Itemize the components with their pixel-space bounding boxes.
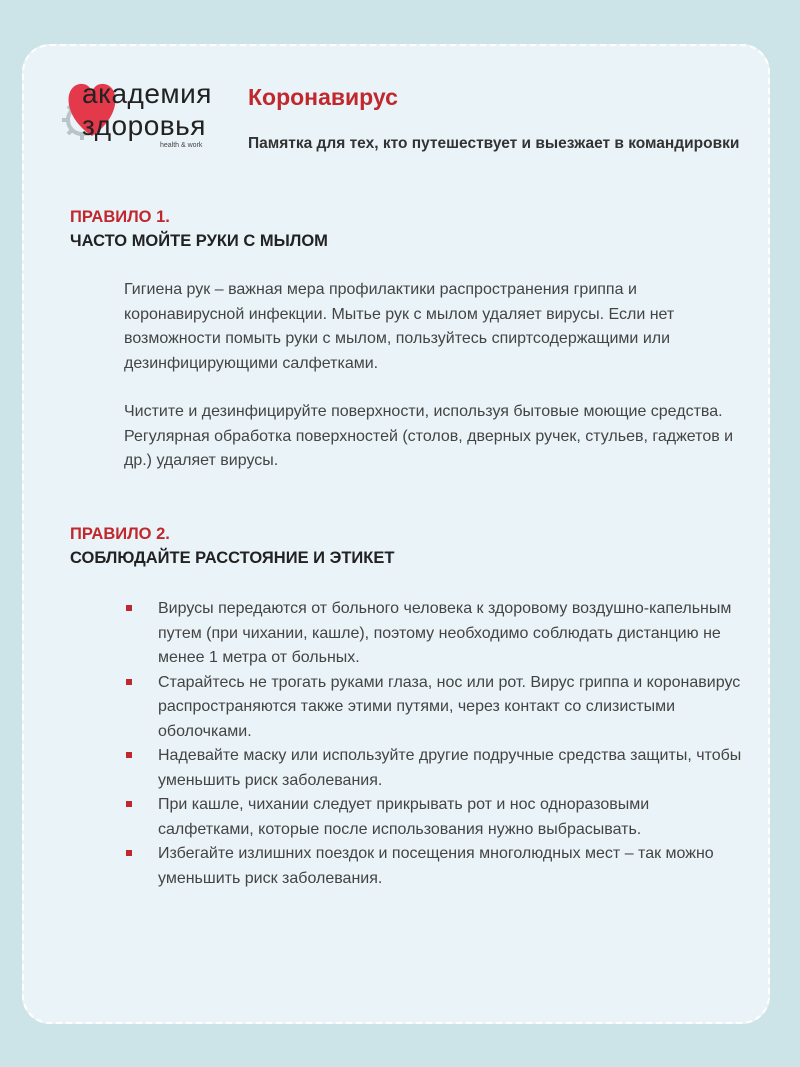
logo-text-line1: академия bbox=[82, 78, 212, 109]
rule2-label: ПРАВИЛО 2. bbox=[70, 525, 170, 543]
logo-tagline: health & work bbox=[160, 142, 203, 149]
bullet-icon bbox=[126, 801, 132, 807]
list-item bbox=[124, 744, 744, 793]
list-item bbox=[124, 597, 744, 671]
bullet-icon bbox=[126, 679, 132, 685]
rule1-label: ПРАВИЛО 1. bbox=[70, 208, 170, 226]
list-item bbox=[124, 793, 744, 842]
rule1-paragraph-1: Гигиена рук – важная мера профилактики распространения гриппа и коронавирусной инфекции. Мытье рук с мылом удаляет вирусы. Если нет возможности помыть руки с мылом, пользуйтесь спиртсодержащими или дезинфицирующими салфетками. bbox=[124, 281, 675, 372]
logo-text-line2: здоровья bbox=[82, 110, 206, 141]
list-item-text: Старайтесь не трогать руками глаза, нос или рот. Вирус гриппа и коронавирус распространяются также этими путями, через контакт со слизистыми оболочками. bbox=[158, 673, 741, 740]
list-item-text: Надевайте маску или используйте другие подручные средства защиты, чтобы уменьшить риск заболевания. bbox=[158, 747, 742, 789]
list-item bbox=[124, 671, 744, 745]
list-item bbox=[124, 842, 744, 891]
rule1-paragraph-2: Чистите и дезинфицируйте поверхности, используя бытовые моющие средства. Регулярная обработка поверхностей (столов, дверных ручек, стульев, гаджетов и др.) удаляет вирусы. bbox=[124, 403, 734, 469]
academy-logo bbox=[52, 76, 232, 156]
list-item-text: При кашле, чихании следует прикрывать рот и нос одноразовыми салфетками, которые после использования нужно выбрасывать. bbox=[158, 796, 650, 838]
list-item-text: Избегайте излишних поездок и посещения многолюдных мест – так можно уменьшить риск заболевания. bbox=[158, 845, 714, 887]
bullet-icon bbox=[126, 850, 132, 856]
page-subtitle: Памятка для тех, кто путешествует и выезжает в командировки bbox=[248, 135, 740, 152]
rule2-title: СОБЛЮДАЙТЕ РАССТОЯНИЕ И ЭТИКЕТ bbox=[70, 549, 395, 567]
rule2-bullet-list bbox=[124, 597, 744, 891]
bullet-icon bbox=[126, 752, 132, 758]
bullet-icon bbox=[126, 605, 132, 611]
rule1-title: ЧАСТО МОЙТЕ РУКИ С МЫЛОМ bbox=[70, 232, 328, 250]
list-item-text: Вирусы передаются от больного человека к здоровому воздушно-капельным путем (при чихании, кашле), поэтому необходимо соблюдать дистанцию не менее 1 метра от больных. bbox=[158, 600, 732, 666]
page-title: Коронавирус bbox=[248, 84, 398, 110]
